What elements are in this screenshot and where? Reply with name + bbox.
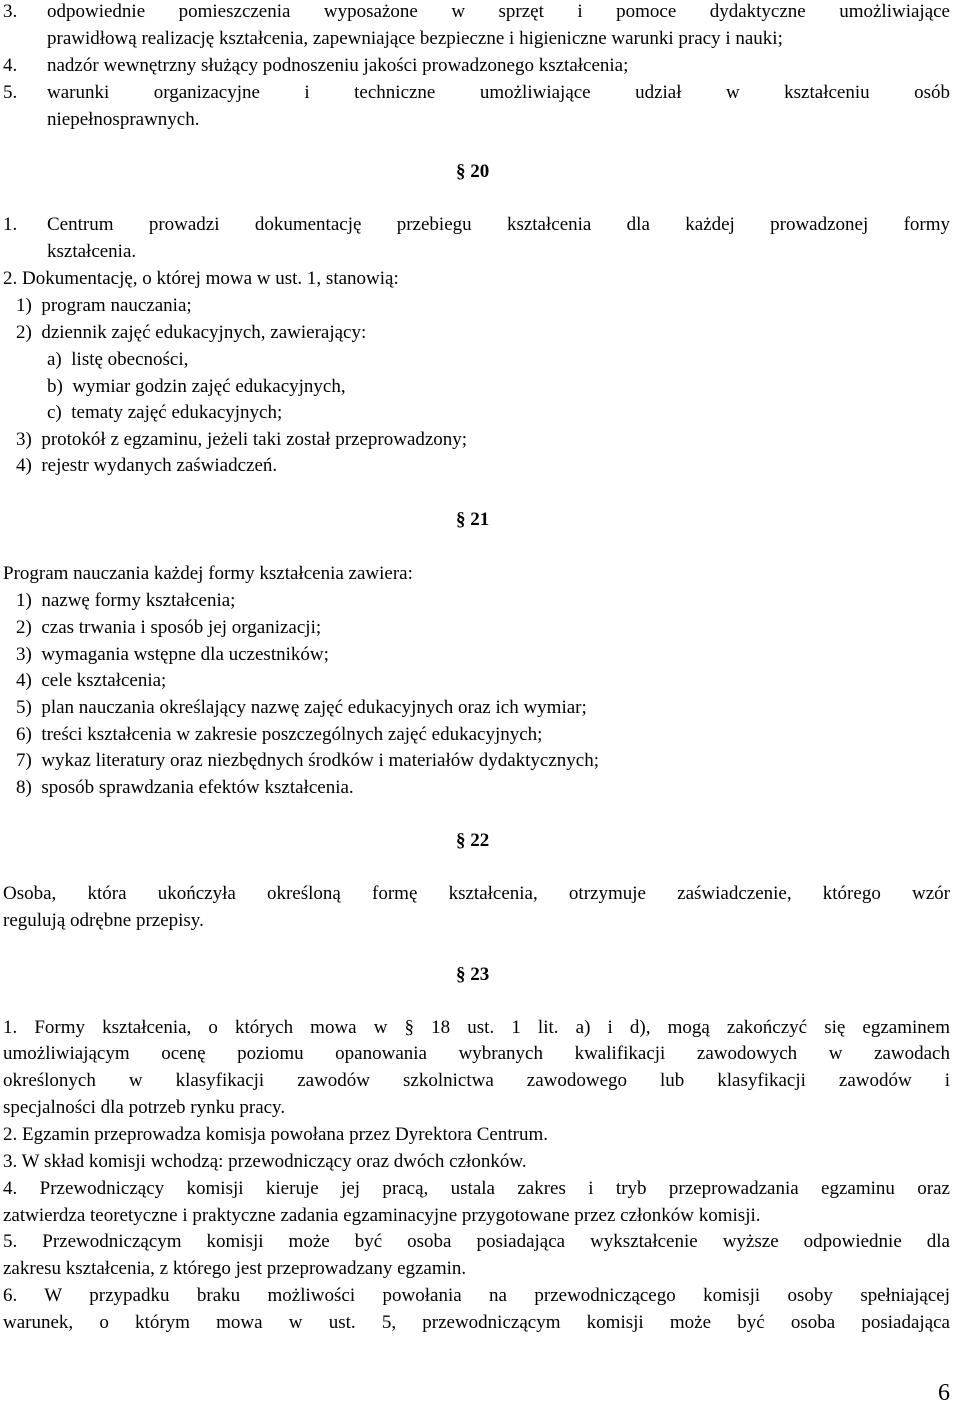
list-item: 3) wymagania wstępne dla uczestników;: [16, 644, 329, 665]
list-item-line: odpowiednie pomieszczenia wyposażone w sprzęt i pomoce dydaktyczne umożliwiające: [47, 1, 950, 22]
list-item: 4) rejestr wydanych zaświadczeń.: [16, 455, 278, 476]
paragraph-line: 3. W skład komisji wchodzą: przewodniczący oraz dwóch członków.: [3, 1151, 527, 1172]
list-item: 2) dziennik zajęć edukacyjnych, zawierający:: [16, 322, 367, 343]
paragraph-line: 2. Dokumentację, o której mowa w ust. 1, stanowią:: [3, 268, 399, 289]
section-heading-22: § 22: [456, 830, 490, 851]
list-item: 2) czas trwania i sposób jej organizacji;: [16, 617, 322, 638]
paragraph-line: regulują odrębne przepisy.: [3, 910, 204, 931]
list-item: 1) nazwę formy kształcenia;: [16, 590, 236, 611]
paragraph-line: zakresu kształcenia, z którego jest przeprowadzany egzamin.: [3, 1258, 467, 1279]
list-item: 6) treści kształcenia w zakresie poszczególnych zajęć edukacyjnych;: [16, 724, 543, 745]
paragraph-line: specjalności dla potrzeb rynku pracy.: [3, 1097, 286, 1118]
paragraph-line: kształcenia.: [47, 241, 137, 262]
section-heading-21: § 21: [456, 509, 490, 530]
list-item: 7) wykaz literatury oraz niezbędnych środków i materiałów dydaktycznych;: [16, 750, 599, 771]
page-number: 6: [938, 1380, 950, 1406]
sub-list-item: b) wymiar godzin zajęć edukacyjnych,: [47, 376, 346, 397]
paragraph-number: 1.: [3, 214, 18, 235]
paragraph-line: zatwierdza teoretyczne i praktyczne zadania egzaminacyjne przygotowane przez członków komisji.: [3, 1205, 761, 1226]
paragraph-line: Centrum prowadzi dokumentację przebiegu kształcenia dla każdej prowadzonej formy: [47, 214, 950, 235]
list-item-line: prawidłową realizację kształcenia, zapewniające bezpieczne i higieniczne warunki pracy i nauki;: [47, 28, 783, 49]
paragraph-line: warunek, o którym mowa w ust. 5, przewodniczącym komisji może być osoba posiadająca: [3, 1312, 950, 1333]
list-item: 5) plan nauczania określający nazwę zajęć edukacyjnych oraz ich wymiar;: [16, 697, 587, 718]
paragraph-line: Program nauczania każdej formy kształcenia zawiera:: [3, 563, 413, 584]
paragraph-line: 1. Formy kształcenia, o których mowa w § 18 ust. 1 lit. a) i d), mogą zakończyć się egzaminem: [3, 1017, 950, 1038]
list-number: 4.: [3, 55, 18, 76]
list-item: 8) sposób sprawdzania efektów kształcenia.: [16, 777, 354, 798]
paragraph-line: umożliwiającym ocenę poziomu opanowania wybranych kwalifikacji zawodowych w zawodach: [3, 1043, 950, 1064]
list-number: 3.: [3, 1, 18, 22]
list-item-line: niepełnosprawnych.: [47, 109, 200, 130]
list-item: 3) protokół z egzaminu, jeżeli taki został przeprowadzony;: [16, 429, 468, 450]
list-item: 4) cele kształcenia;: [16, 670, 167, 691]
paragraph-line: 2. Egzamin przeprowadza komisja powołana przez Dyrektora Centrum.: [3, 1124, 548, 1145]
paragraph-line: 5. Przewodniczącym komisji może być osoba posiadająca wykształcenie wyższe odpowiednie dla: [3, 1231, 950, 1252]
list-item-line: nadzór wewnętrzny służący podnoszeniu jakości prowadzonego kształcenia;: [47, 55, 629, 76]
paragraph-line: określonych w klasyfikacji zawodów szkolnictwa zawodowego lub klasyfikacji zawodów i: [3, 1070, 950, 1091]
paragraph-line: 6. W przypadku braku możliwości powołania na przewodniczącego komisji osoby spełniającej: [3, 1285, 950, 1306]
paragraph-line: 4. Przewodniczący komisji kieruje jej pracą, ustala zakres i tryb przeprowadzania egzaminu oraz: [3, 1178, 950, 1199]
list-item: 1) program nauczania;: [16, 295, 192, 316]
sub-list-item: a) listę obecności,: [47, 349, 189, 370]
list-item-line: warunki organizacyjne i techniczne umożliwiające udział w kształceniu osób: [47, 82, 950, 103]
sub-list-item: c) tematy zajęć edukacyjnych;: [47, 402, 283, 423]
section-heading-23: § 23: [456, 964, 490, 985]
section-heading-20: § 20: [456, 161, 490, 182]
list-number: 5.: [3, 82, 18, 103]
paragraph-line: Osoba, która ukończyła określoną formę kształcenia, otrzymuje zaświadczenie, którego wzór: [3, 883, 950, 904]
